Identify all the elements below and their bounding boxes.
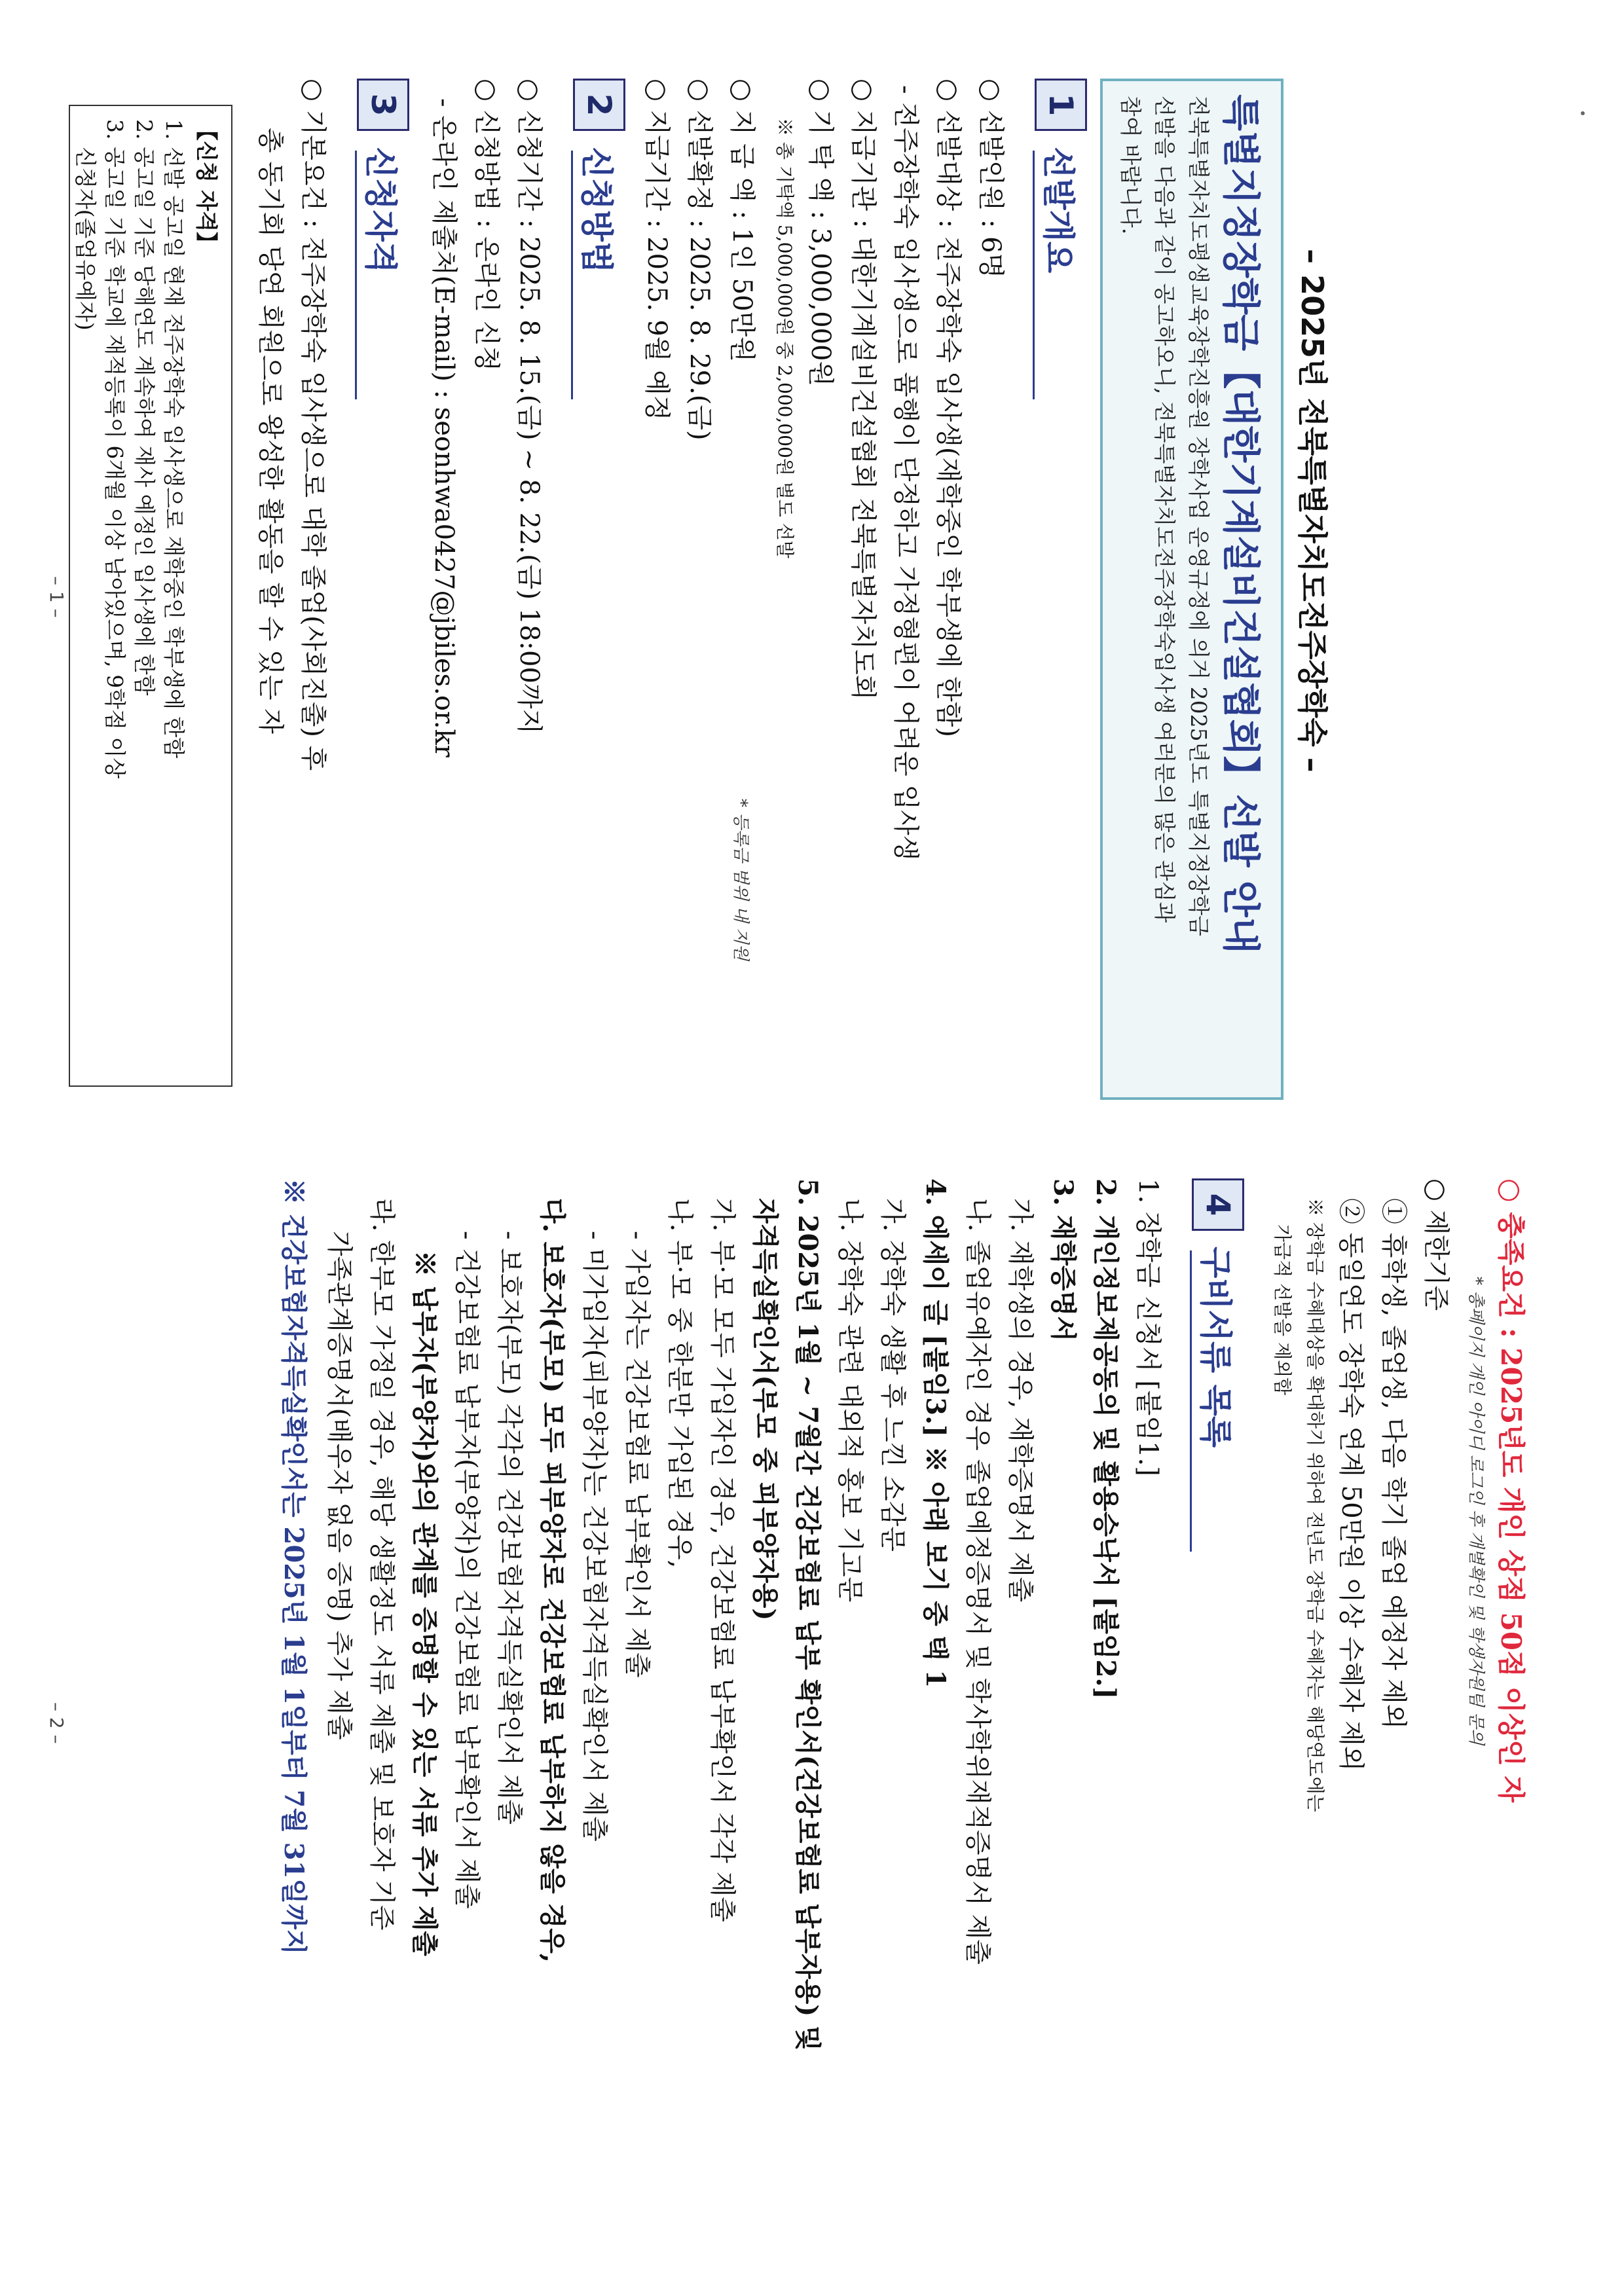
basic-requirement: ○ 기본요건 : 전주장학숙 입사생으로 대학 졸업(사회진출) 후 <box>298 79 328 771</box>
section-number: 3 <box>357 79 409 131</box>
section-underline <box>1190 1250 1192 1552</box>
page-number: – 2 – <box>46 1702 67 1744</box>
doc-item-5: 5. 2025년 1월 ~ 7월간 건강보험료 납부 확인서(건강보험료 납부자용) 및 <box>792 1178 823 2051</box>
doc-item-5c-2: - 건강보험료 납부자(부양자)의 건강보험료 납부확인서 제출 <box>452 1231 482 1909</box>
doc-item-5c-1: - 보호자(부모) 각각의 건강보험자격득실확인서 제출 <box>494 1231 525 1825</box>
selection-target-detail: - 전주장학숙 입사생으로 품행이 단정하고 가정형편이 어려운 입사생 <box>891 85 921 861</box>
section-3-header <box>357 79 409 273</box>
doc-item-5d: 라. 한부모 가정일 경우, 해당 생활정도 서류 제출 및 보호자 기준 <box>367 1198 397 1931</box>
doc-item-5d-cont: 가족관계증명서(배우자 없음 증명) 추가 제출 <box>324 1231 354 1740</box>
doc-item-3a: 가. 재학생의 경우, 재학증명서 제출 <box>1005 1198 1035 1603</box>
payment-period: ○ 지급기간 : 2025. 9월 예정 <box>642 79 672 421</box>
document-subtitle: – 2025년 전북특별자치도전주장학숙 – <box>1295 249 1330 773</box>
section-number: 2 <box>573 79 625 131</box>
restriction-item-1: ① 휴학생, 졸업생, 다음 학기 졸업 예정자 제외 <box>1378 1198 1409 1730</box>
required-condition: ○ 충족요건 : 2025년도 개인 상점 50점 이상인 자 <box>1495 1178 1527 1803</box>
eligibility-item: 1. 선발 공고일 현재 전주장학숙 입사생으로 재학중인 학부생에 한함 <box>161 119 187 759</box>
required-condition-note: * 총페이지 개인 아이디 로그인 후 개별확인 및 학생자원팀 문의 <box>1466 1277 1486 1745</box>
section-underline <box>571 151 573 399</box>
selection-count: ○ 선발인원 : 6명 <box>976 79 1006 279</box>
payment-amount: ○ 지 급 액 : 1인 50만원 <box>727 79 757 362</box>
eligibility-item-cont: 신청자(졸업유예자) <box>73 147 98 331</box>
eligibility-box <box>69 105 232 1087</box>
restriction-note-cont: 가급적 선발을 제외함 <box>1272 1224 1293 1396</box>
selection-target: ○ 선발대상 : 전주장학숙 입사생(재학중인 학부생에 한함) <box>933 79 963 737</box>
doc-item-4: 4. 에세이 글 [붙임3.] ※ 아래 보기 중 택 1 <box>920 1178 951 1688</box>
doc-item-4b: 나. 장학숙 관련 대외적 홍보 기고문 <box>835 1198 865 1603</box>
section-1-header <box>1035 79 1087 273</box>
restriction-heading: ○ 제한기준 <box>1421 1178 1451 1311</box>
section-2-header <box>573 79 625 273</box>
selection-confirm-date: ○ 선발확정 : 2025. 8. 29.(금) <box>684 79 714 441</box>
section-number: 1 <box>1035 79 1087 131</box>
eligibility-item: 2. 공고일 기준 당해연도 계속하여 재사 예정인 입사생에 한함 <box>132 119 157 696</box>
submission-email: - 온라인 제출처(E-mail) : seonhwa0427@jbiles.or.kr <box>429 98 459 757</box>
donation-note: ※ 총 기탁액 5,000,000원 중 2,000,000원 별도 선발 <box>774 118 796 558</box>
restriction-item-2: ② 동일연도 장학숙 연계 50만원 이상 수혜자 제외 <box>1336 1198 1366 1772</box>
intro-text: 전북특별자치도평생교육장학진흥원 장학사업 운영규정에 의거 2025년도 특별지정장학금 선발을 다음과 같이 공고하오니, 전북특별자치도전주장학숙입사생 여러분의 많은 관심과 참여 바랍니다. <box>1118 96 1211 937</box>
section-title: 선발개요 <box>1039 147 1077 274</box>
doc-item-1: 1. 장학금 신청서 [붙임1.] <box>1133 1178 1163 1476</box>
payment-note: * 등록금 범위 내 지원 <box>731 799 750 960</box>
section-title: 구비서류 목록 <box>1196 1247 1234 1448</box>
doc-item-3: 3. 재학증명서 <box>1048 1178 1079 1341</box>
scan-speck <box>1581 111 1585 115</box>
application-period: ○ 신청기간 : 2025. 8. 15.(금) ~ 8. 22.(금) 18:00까지 <box>514 79 544 735</box>
eligibility-heading: 【신청 자격】 <box>194 119 219 254</box>
section-underline <box>355 151 357 399</box>
eligibility-item: 3. 공고일 기준 학교에 재적등록이 6개월 이상 남아있으며, 9학점 이상 <box>102 119 128 779</box>
doc-item-4a: 가. 장학숙 생활 후 느낀 소감문 <box>877 1198 908 1552</box>
page-2 <box>0 1178 1624 2239</box>
health-insurance-note: ※ 건강보험자격득실확인서는 2025년 1월 1일부터 7월 31일까지 <box>278 1178 309 1955</box>
document-title: 특별지정장학금【대한기계설비건설협회】선발 안내 <box>1219 94 1263 954</box>
section-number: 4 <box>1192 1178 1244 1231</box>
doc-item-5c-note: ※ 납부자(부양자)와의 관계를 증명할 수 있는 서류 추가 제출 <box>409 1250 440 1956</box>
section-title: 신청자격 <box>361 147 399 274</box>
section-4-header <box>1192 1178 1244 1448</box>
basic-requirement-cont: 총 동기회 당연 회원으로 왕성한 활동을 할 수 있는 자 <box>255 128 286 734</box>
restriction-note: ※ 장학금 수혜대상을 확대하기 위하여 전년도 장학금 수혜자는 해당연도에는 <box>1304 1198 1326 1812</box>
doc-item-5-cont: 자격득실확인서(부모 중 피부양자용) <box>750 1198 781 1621</box>
page-1 <box>0 79 1624 1113</box>
donation-amount: ○ 기 탁 액 : 3,000,000원 <box>805 79 836 387</box>
doc-item-2: 2. 개인정보제공동의 및 활용승낙서 [붙임2.] <box>1090 1178 1121 1700</box>
section-title: 신청방법 <box>578 147 616 274</box>
section-underline <box>1033 151 1035 399</box>
paying-agency: ○ 지급기관 : 대한기계설비건설협회 전북특별자치도회 <box>848 79 878 701</box>
title-box <box>1100 79 1283 1100</box>
doc-item-5c: 다. 보호자(부모) 모두 피부양자로 건강보험료 납부하지 않을 경우, <box>537 1198 568 1963</box>
page-number: – 1 – <box>46 576 67 618</box>
application-method: ○ 신청방법 : 온라인 신청 <box>471 79 502 371</box>
doc-item-5b: 나. 부·모 중 한분만 가입된 경우, <box>665 1198 695 1569</box>
doc-item-5a: 가. 부·모 모두 가입자인 경우, 건강보험료 납부확인서 각각 제출 <box>707 1198 737 1922</box>
doc-item-3b: 나. 졸업유예자인 경우 졸업예정증명서 및 학사학위재적증명서 제출 <box>963 1198 993 1965</box>
doc-item-5b-1: - 가입자는 건강보험료 납부확인서 제출 <box>622 1231 652 1678</box>
doc-item-5b-2: - 미가입자(피부양자)는 건강보험자격득실확인서 제출 <box>580 1231 610 1842</box>
